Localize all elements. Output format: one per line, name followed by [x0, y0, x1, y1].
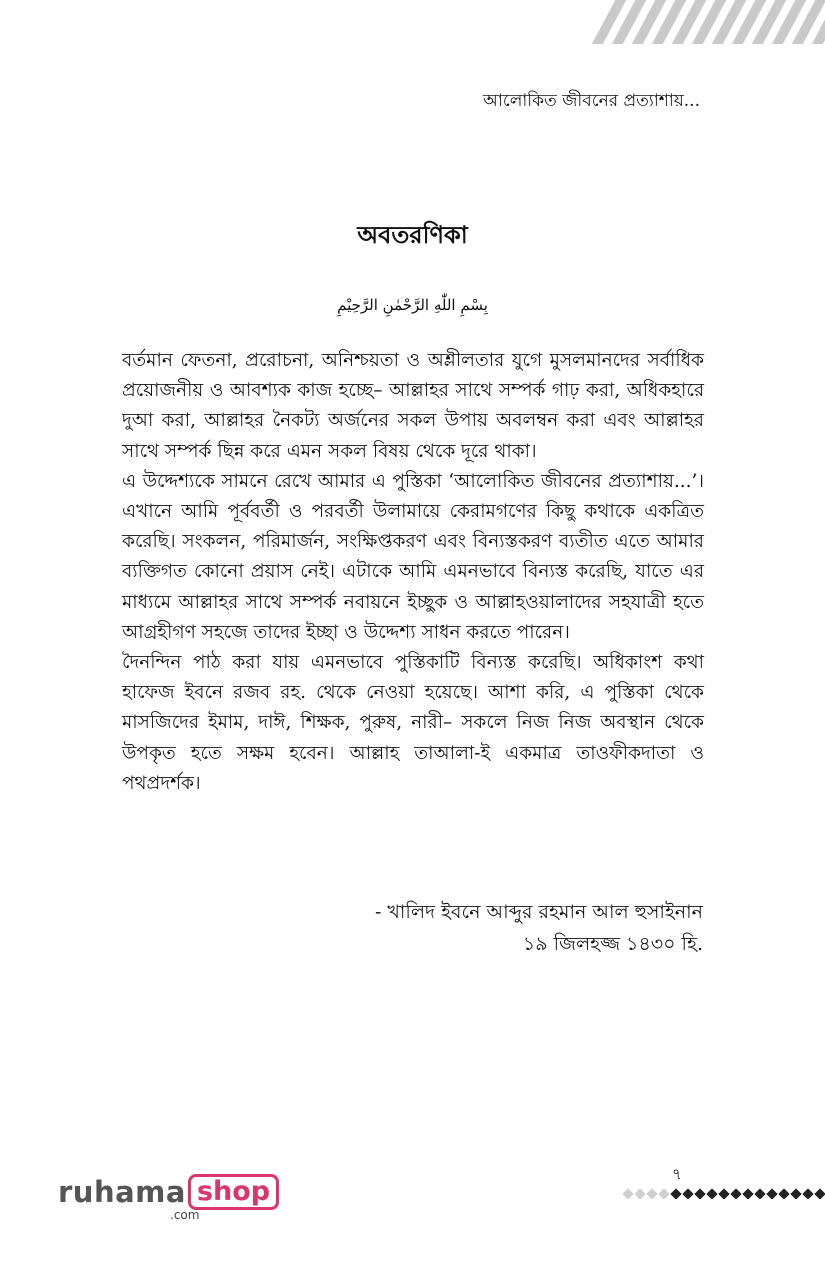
diamond-mark [766, 1188, 777, 1199]
diamond-mark [814, 1188, 825, 1199]
diamond-mark [802, 1188, 813, 1199]
ruhamashop-logo [58, 1174, 279, 1222]
diamond-mark [706, 1188, 717, 1199]
logo-shop-text: shop [188, 1174, 279, 1210]
diamond-mark [754, 1188, 765, 1199]
signature-block [375, 896, 703, 960]
paragraph-3: দৈনন্দিন পাঠ করা যায় এমনভাবে পুস্তিকাটি বিন্যস্ত করেছি। অধিকাংশ কথা হাফেজ ইবনে রজব রহ. থেকে নেওয়া হয়েছে। আশা করি, এ পুস্তিকা থেকে মাসজিদের ইমাম, দাঈ, শিক্ষক, পুরুষ, নারী– সকলে নিজ নিজ অবস্থান থেকে উপকৃত হতে সক্ষম হবেন। আল্লাহ তাআলা-ই একমাত্র তাওফীকদাতা ও পথপ্রদর্শক। [122, 652, 704, 794]
author-line: - খালিদ ইবনে আব্দুর রহমান আল হুসাইনান [374, 901, 703, 923]
diamond-mark [634, 1188, 645, 1199]
diamond-mark [622, 1188, 633, 1199]
diamond-mark [682, 1188, 693, 1199]
running-head: আলোকিত জীবনের প্রত্যাশায়... [483, 91, 700, 111]
body-text [122, 346, 704, 799]
diamond-mark [778, 1188, 789, 1199]
diamond-mark [670, 1188, 681, 1199]
paragraph-2: এ উদ্দেশ্যকে সামনে রেখে আমার এ পুস্তিকা ‘আলোকিত জীবনের প্রত্যাশায়...’। এখানে আমি পূর্ববর্তী ও পরবর্তী উলামায়ে কেরামগণের কিছু কথাকে একত্রিত করেছি। সংকলন, পরিমার্জন, সংক্ষিপ্তকরণ এবং বিন্যস্তকরণ ব্যতীত এতে আমার ব্যক্তিগত কোনো প্রয়াস নেই। এটাকে আমি এমনভাবে বিন্যস্ত করেছি, যাতে এর মাধ্যমে আল্লাহর সাথে সম্পর্ক নবায়নে ইচ্ছুক ও আল্লাহওয়ালাদের সহযাত্রী হতে আগ্রহীগণ সহজে তাদের ইচ্ছা ও উদ্দেশ্য সাধন করতে পারেন। [122, 470, 704, 643]
chapter-title: অবতরণিকা [357, 220, 468, 249]
diamond-mark [790, 1188, 801, 1199]
diamond-mark [730, 1188, 741, 1199]
bismillah-calligraphy: بِسْمِ اللّٰهِ الرَّحْمٰنِ الرَّحِيْمِ [337, 296, 488, 314]
logo-domain-text: .com [170, 1208, 200, 1222]
logo-ruhama-text: ruhama [58, 1175, 186, 1209]
date-line: ১৯ জিলহজ্জ ১৪৩০ হি. [522, 933, 703, 955]
diamond-mark [742, 1188, 753, 1199]
diamond-mark [718, 1188, 729, 1199]
diamond-mark [646, 1188, 657, 1199]
page-number: ৭ [672, 1165, 682, 1183]
diamond-mark [658, 1188, 669, 1199]
diamond-border-decoration [622, 1183, 825, 1199]
diamond-mark [694, 1188, 705, 1199]
paragraph-1: বর্তমান ফেতনা, প্ররোচনা, অনিশ্চয়তা ও অশ্লীলতার যুগে মুসলমানদের সর্বাধিক প্রয়োজনীয় ও আবশ্যক কাজ হচ্ছে– আল্লাহর সাথে সম্পর্ক গাঢ় করা, অধিকহারে দুআ করা, আল্লাহর নৈকট্য অর্জনের সকল উপায় অবলম্বন করা এবং আল্লাহর সাথে সম্পর্ক ছিন্ন করে এমন সকল বিষয় থেকে দূরে থাকা। [122, 350, 704, 462]
corner-stripes-decoration [590, 0, 825, 44]
